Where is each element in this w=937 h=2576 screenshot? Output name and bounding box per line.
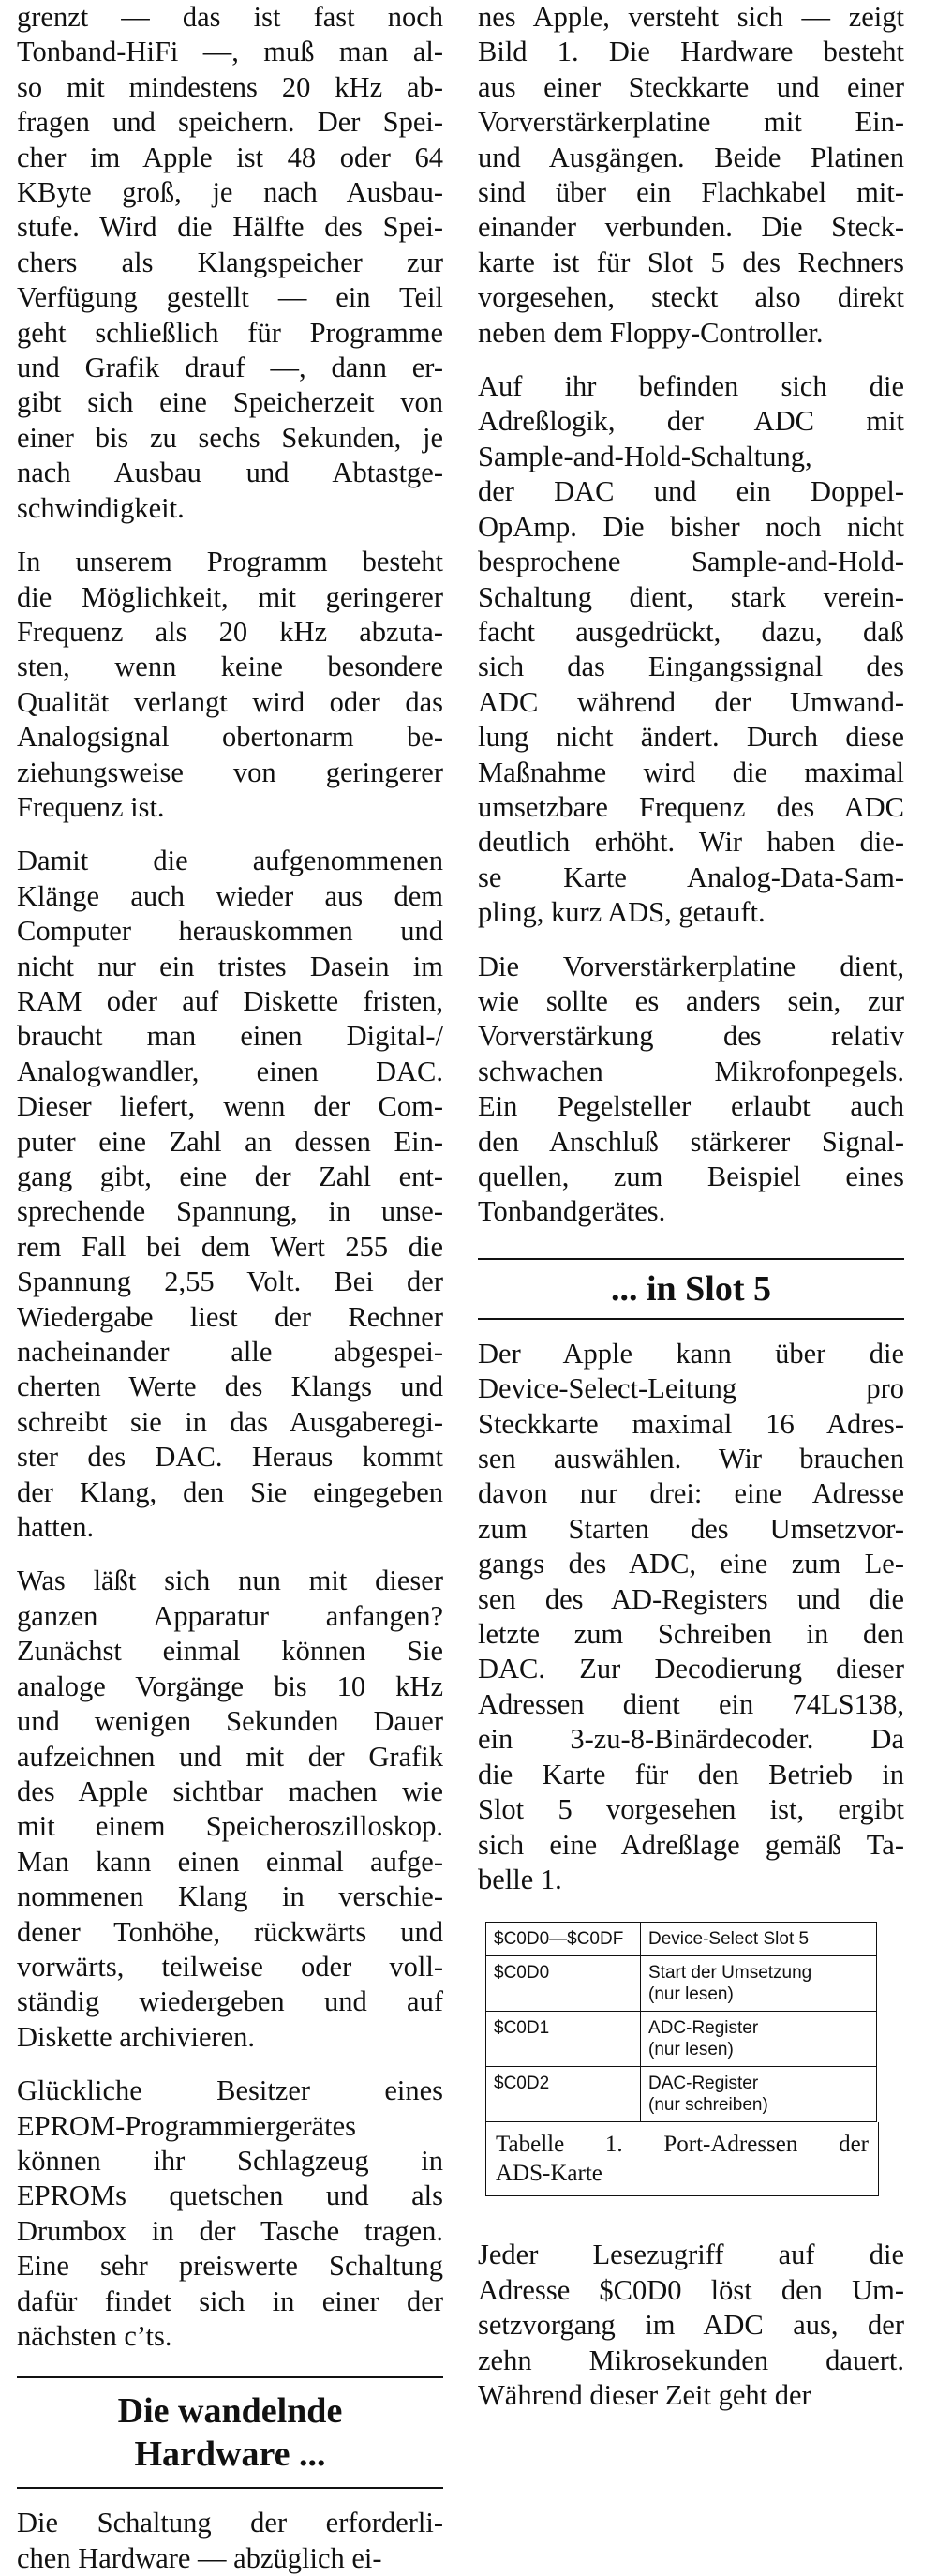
table-caption xyxy=(485,2122,879,2196)
paragraph-memory xyxy=(17,0,443,526)
text-line: Was läßt sich nun mit dieser xyxy=(17,1565,443,1597)
text-line: zehn Mikrosekunden dauert. xyxy=(478,2344,904,2376)
text-line: Dieser liefert, wenn der Com- xyxy=(17,1090,443,1123)
text-line: Schaltung dient, stark verein- xyxy=(478,580,904,613)
text-line: ADS-Karte xyxy=(496,2161,602,2187)
text-line: Zunächst einmal können Sie xyxy=(17,1635,443,1668)
text-line: Computer herauskommen und xyxy=(17,915,443,948)
text-line: Jeder Lesezugriff auf die xyxy=(478,2239,904,2271)
text-line: nommenen Klang in verschie- xyxy=(17,1880,443,1913)
text-line: Tabelle 1. Port-Adressen der xyxy=(496,2132,869,2158)
paragraph-hardware-parts xyxy=(478,0,904,351)
text-line: nacheinander alle abgespei- xyxy=(17,1336,443,1369)
text-line: Wiedergabe liest der Rechner xyxy=(17,1300,443,1333)
text-line: setzvorgang im ADC aus, der xyxy=(478,2309,904,2342)
text-line: Bild 1. Die Hardware besteht xyxy=(478,36,904,68)
text-line: ster des DAC. Heraus kommt xyxy=(17,1441,443,1474)
text-line: facht ausgedrückt, dazu, daß xyxy=(478,615,904,648)
text-line: einander verbunden. Die Steck- xyxy=(478,211,904,244)
paragraph-program-frequency xyxy=(17,545,443,825)
text-line: quellen, zum Beispiel eines xyxy=(478,1161,904,1192)
heading-line: Hardware ... xyxy=(134,2434,326,2475)
text-line: sich das Eingangssignal des xyxy=(478,651,904,683)
text-line: zum Starten des Umsetzvor- xyxy=(478,1512,904,1545)
paragraph-read-access xyxy=(478,2238,904,2413)
text-line: Adreßlogik, der ADC mit xyxy=(478,405,904,438)
text-line: umsetzbare Frequenz des ADC xyxy=(478,790,904,823)
text-line: geht schließlich für Programme xyxy=(17,316,443,349)
right-column xyxy=(478,0,904,2413)
text-line: grenzt — das ist fast noch xyxy=(17,1,443,33)
table-row xyxy=(486,2012,877,2067)
text-line: Während dieser Zeit geht der xyxy=(478,2378,811,2411)
text-line: Vorverstärkung des relativ xyxy=(478,1020,904,1053)
text-line: cher im Apple ist 48 oder 64 xyxy=(17,141,443,173)
left-column xyxy=(17,0,443,2576)
paragraph-device-select xyxy=(478,1337,904,1898)
paragraph-preamp xyxy=(478,950,904,1230)
text-line: ganzen Apparatur anfangen? xyxy=(17,1599,443,1632)
description-line: (nur schreiben) xyxy=(648,2095,768,2116)
text-line: aus einer Steckkarte und einer xyxy=(478,70,904,103)
text-line: Drumbox in der Tasche tragen. xyxy=(17,2214,443,2247)
text-line: der Klang, den Sie eingegeben xyxy=(17,1475,443,1508)
description-line: ADC-Register xyxy=(648,2018,759,2039)
paragraph-dac xyxy=(17,844,443,1545)
text-line: gang gibt, eine der Zahl ent- xyxy=(17,1161,443,1192)
text-line: EPROM-Programmiergerätes xyxy=(17,2109,356,2142)
text-line: EPROMs quetschen und als xyxy=(17,2179,443,2212)
text-line: ziehungsweise von geringerer xyxy=(17,756,443,788)
text-line: nicht nur ein tristes Dasein im xyxy=(17,950,443,982)
heading-line: Die wandelnde xyxy=(117,2391,343,2432)
description-line: DAC-Register xyxy=(648,2074,759,2094)
description-line: Device-Select Slot 5 xyxy=(648,1929,810,1950)
port-address-cell: $C0D2 xyxy=(486,2067,641,2122)
port-description-cell xyxy=(641,1923,877,1956)
text-line: letzte zum Schreiben in den xyxy=(478,1618,904,1651)
port-address-cell: $C0D0 xyxy=(486,1956,641,2012)
port-description-cell xyxy=(641,2067,877,2122)
text-line: und Grafik drauf —, dann er- xyxy=(17,352,443,384)
text-line: Adressen dient ein 74LS138, xyxy=(478,1687,904,1720)
text-line: aufzeichnen und mit der Grafik xyxy=(17,1740,443,1773)
text-line: rem Fall bei dem Wert 255 die xyxy=(17,1230,443,1263)
text-line: sich eine Adreßlage gemäß Ta- xyxy=(478,1828,904,1861)
text-line: den Anschluß stärkerer Signal- xyxy=(478,1125,904,1158)
paragraph-hardware-intro xyxy=(17,2506,443,2576)
description-line: (nur lesen) xyxy=(648,1984,734,2005)
text-line: Man kann einen einmal aufge- xyxy=(17,1845,443,1878)
text-line: Vorverstärkerplatine mit Ein- xyxy=(478,106,904,139)
text-line: Maßnahme wird die maximal xyxy=(478,756,904,788)
text-line: wie sollte es anders sein, zur xyxy=(478,984,904,1017)
text-line: fragen und speichern. Der Spei- xyxy=(17,106,443,139)
text-line: nes Apple, versteht sich — zeigt xyxy=(478,1,904,33)
port-description-cell xyxy=(641,2012,877,2067)
text-line: Analogwandler, einen DAC. xyxy=(17,1055,443,1087)
text-line: se Karte Analog-Data-Sam- xyxy=(478,861,904,893)
text-line: hatten. xyxy=(17,1511,95,1544)
text-line: Ein Pegelsteller erlaubt auch xyxy=(478,1090,904,1123)
text-line: und wenigen Sekunden Dauer xyxy=(17,1705,443,1738)
port-address-table xyxy=(485,1922,877,2122)
text-line: puter eine Zahl an dessen Ein- xyxy=(17,1125,443,1158)
text-line: sind über ein Flachkabel mit- xyxy=(478,176,904,209)
section-heading-slot5: ... in Slot 5 xyxy=(610,1268,772,1309)
text-line: schwachen Mikrofonpegels. xyxy=(478,1055,904,1087)
text-line: Eine sehr preiswerte Schaltung xyxy=(17,2250,443,2283)
port-description-cell xyxy=(641,1956,877,2012)
text-line: In unserem Programm besteht xyxy=(17,546,443,578)
text-line: vorwärts, teilweise oder voll- xyxy=(17,1950,443,1983)
text-line: gangs des ADC, eine zum Le- xyxy=(478,1548,904,1580)
text-line: Frequenz ist. xyxy=(17,790,165,823)
table-row xyxy=(486,2067,877,2122)
text-line: Frequenz als 20 kHz abzuta- xyxy=(17,615,443,648)
text-line: Tonband-HiFi —, muß man al- xyxy=(17,36,443,68)
text-line: Die Schaltung der erforderli- xyxy=(17,2507,443,2539)
text-line: und Ausgängen. Beide Platinen xyxy=(478,141,904,173)
text-line: schwindigkeit. xyxy=(17,491,185,524)
text-line: sen auswählen. Wir brauchen xyxy=(478,1443,904,1475)
port-address-cell: $C0D0—$C0DF xyxy=(486,1923,641,1956)
text-line: nach Ausbau und Abtastge- xyxy=(17,457,443,489)
paragraph-eprom xyxy=(17,2074,443,2354)
text-line: nächsten c’ts. xyxy=(17,2320,172,2352)
text-line: davon nur drei: eine Adresse xyxy=(478,1477,904,1510)
text-line: stufe. Wird die Hälfte des Spei- xyxy=(17,211,443,244)
text-line: der DAC und ein Doppel- xyxy=(478,475,904,508)
text-line: Spannung 2,55 Volt. Bei der xyxy=(17,1266,443,1298)
text-line: analoge Vorgänge bis 10 kHz xyxy=(17,1670,443,1702)
text-line: mit einem Speicheroszilloskop. xyxy=(17,1810,443,1843)
text-line: RAM oder auf Diskette fristen, xyxy=(17,984,443,1017)
text-line: Qualität verlangt wird oder das xyxy=(17,685,443,718)
text-line: karte ist für Slot 5 des Rechners xyxy=(478,246,904,278)
port-address-cell: $C0D1 xyxy=(486,2012,641,2067)
text-line: Device-Select-Leitung pro xyxy=(478,1372,904,1405)
text-line: ein 3-zu-8-Binärdecoder. Da xyxy=(478,1723,904,1756)
section-heading-hardware xyxy=(17,2389,443,2476)
text-line: gibt sich eine Speicherzeit von xyxy=(17,386,443,419)
text-line: ADC während der Umwand- xyxy=(478,685,904,718)
text-line: Tonbandgerätes. xyxy=(478,1195,666,1228)
text-line: Verfügung gestellt — ein Teil xyxy=(17,281,443,314)
text-line: vorgesehen, steckt also direkt xyxy=(478,281,904,314)
text-line: Diskette archivieren. xyxy=(17,2020,256,2053)
text-line: sten, wenn keine besondere xyxy=(17,651,443,683)
description-line: Start der Umsetzung xyxy=(648,1963,812,1984)
paragraph-card-components xyxy=(478,369,904,931)
text-line: Adresse $C0D0 löst den Um- xyxy=(478,2273,904,2306)
text-line: Der Apple kann über die xyxy=(478,1337,904,1370)
text-line: die Möglichkeit, mit geringerer xyxy=(17,580,443,613)
text-line: Glückliche Besitzer eines xyxy=(17,2074,443,2107)
text-line: braucht man einen Digital-/ xyxy=(17,1020,443,1053)
text-line: Auf ihr befinden sich die xyxy=(478,370,904,403)
text-line: die Karte für den Betrieb in xyxy=(478,1758,904,1790)
text-line: sprechende Spannung, in unse- xyxy=(17,1195,443,1228)
text-line: Klänge auch wieder aus dem xyxy=(17,879,443,912)
text-line: sen des AD-Registers und die xyxy=(478,1582,904,1615)
text-line: so mit mindestens 20 kHz ab- xyxy=(17,70,443,103)
table-row xyxy=(486,1923,877,1956)
text-line: lung nicht ändert. Durch diese xyxy=(478,721,904,754)
text-line: dener Tonhöhe, rückwärts und xyxy=(17,1915,443,1948)
text-line: Steckkarte maximal 16 Adres- xyxy=(478,1407,904,1440)
text-line: pling, kurz ADS, getauft. xyxy=(478,896,766,929)
text-line: ständig wiedergeben und auf xyxy=(17,1985,443,2018)
text-line: DAC. Zur Decodierung dieser xyxy=(478,1653,904,1685)
text-line: dafür findet sich in einer der xyxy=(17,2284,443,2317)
text-line: des Apple sichtbar machen wie xyxy=(17,1775,443,1807)
text-line: chen Hardware — abzüglich ei- xyxy=(17,2541,382,2574)
paragraph-uses xyxy=(17,1564,443,2055)
text-line: deutlich erhöht. Wir haben die- xyxy=(478,826,904,859)
text-line: cherten Werte des Klangs und xyxy=(17,1370,443,1403)
text-line: können ihr Schlagzeug in xyxy=(17,2144,443,2177)
table-row xyxy=(486,1956,877,2012)
text-line: Sample-and-Hold-Schaltung, xyxy=(478,440,812,472)
text-line: Slot 5 vorgesehen ist, ergibt xyxy=(478,1793,904,1826)
text-line: OpAmp. Die bisher noch nicht xyxy=(478,510,904,543)
text-line: Die Vorverstärkerplatine dient, xyxy=(478,950,904,982)
text-line: belle 1. xyxy=(478,1863,562,1895)
text-line: KByte groß, je nach Ausbau- xyxy=(17,176,443,209)
text-line: chers als Klangspeicher zur xyxy=(17,246,443,278)
text-line: Analogsignal obertonarm be- xyxy=(17,721,443,754)
text-line: besprochene Sample-and-Hold- xyxy=(478,546,904,578)
description-line: (nur lesen) xyxy=(648,2040,734,2060)
text-line: Damit die aufgenommenen xyxy=(17,845,443,877)
text-line: neben dem Floppy-Controller. xyxy=(478,316,824,349)
text-line: schreibt sie in das Ausgaberegi- xyxy=(17,1405,443,1438)
text-line: einer bis zu sechs Sekunden, je xyxy=(17,421,443,454)
